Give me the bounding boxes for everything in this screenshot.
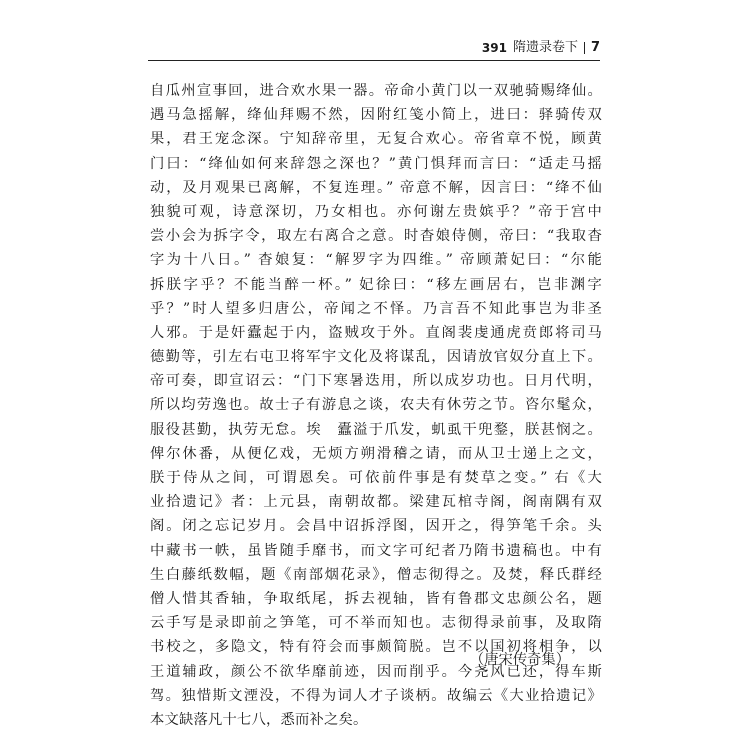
- text-line: 王道辅政，颜公不欲华靡前迹，因而削乎。今尧风已还，得车斯: [150, 663, 602, 680]
- text-line: 阁。闭之忘记岁月。会昌中诏拆浮图，因开之，得笋笔千余。头: [150, 518, 602, 535]
- text-line: 门曰：“绛仙如何来辞怨之深也？”黄门惧拜而言曰：“适走马摇: [150, 155, 602, 172]
- text-line: 动，及月观果已离解，不复连理。” 帝意不解，因言曰：“绛不仙: [150, 179, 602, 196]
- text-line: 云手写是录即前之笋笔，可不举而知也。志彻得录前事，及取隋: [150, 615, 602, 632]
- text-line: 俾尔休番，从便亿戏，无烦方朔滑稽之请，而从卫士递上之文，: [150, 445, 602, 462]
- text-line: 自瓜州宣事回，进合欢水果一器。帝命小黄门以一双驰骑赐绛仙。: [150, 83, 602, 99]
- text-line: 人邪。于是奸蠹起于内，盗贼攻于外。直阁裴虔通虎贲郎将司马: [150, 324, 602, 341]
- header-title: 隋遗录卷下: [512, 40, 578, 55]
- text-line: 服役甚勤，执劳无怠。埃 蠹溢于爪发，虮虱干兜鍪，朕甚悯之。: [150, 421, 602, 438]
- page-number: 7: [590, 40, 600, 55]
- text-line: 本文缺落凡十七八，悉而补之矣。: [150, 711, 368, 728]
- text-line: 驾。独惜斯文湮没，不得为词人才子谈柄。故编云《大业拾遗记》: [150, 687, 602, 704]
- header-text: [482, 38, 600, 58]
- running-header: [148, 38, 600, 61]
- text-line: 所以均劳逸也。故士子有游息之谈，农夫有休劳之节。咨尔髦众，: [150, 397, 602, 414]
- text-line: 尝小会为拆字令，取左右离合之意。时杳娘侍侧，帝曰：“我取杳: [150, 228, 602, 245]
- text-line: 书校之，多隐文，特有符会而事颇简脱。岂不以国初将相争，以: [150, 639, 602, 656]
- text-line: 中藏书一帙，虽皆随手靡书，而文字可纪者乃隋书遗稿也。中有: [150, 542, 602, 559]
- text-line: 朕于侍从之间，可谓恩矣。可依前件事是有焚草之变。” 右《大: [150, 470, 602, 486]
- source-citation: （唐宋传奇集）: [469, 652, 570, 668]
- header-book-number: 391: [481, 41, 507, 55]
- header-separator: [584, 42, 585, 54]
- text-line: 乎？”时人望多归唐公，帝闻之不怿。乃言吾不知此事岂为非圣: [150, 300, 602, 317]
- text-line: 拆朕字乎？不能当醉一杯。” 妃徐曰：“移左画居右，岂非渊字: [150, 276, 602, 293]
- text-line: 帝可奏，即宣诏云：“门下寒暑迭用，所以成岁功也。日月代明，: [150, 373, 602, 390]
- body-text: [150, 79, 602, 732]
- text-line: 果，君王宠念深。宁知辞帝里，无复合欢心。帝省章不悦，顾黄: [150, 131, 602, 148]
- text-line: 德勤等，引左右屯卫将军宇文化及将谋乱，因请放官奴分直上下。: [150, 349, 602, 366]
- text-line: 僧人惜其香轴，争取纸尾，拆去视轴，皆有鲁郡文忠颜公名，题: [150, 590, 602, 607]
- text-line: 独貌可观，诗意深切，乃女相也。亦何谢左贵嫔乎？”帝于宫中: [150, 203, 602, 220]
- text-line: 字为十八日。” 杳娘复：“解罗字为四维。” 帝顾萧妃曰：“尔能: [150, 252, 602, 269]
- text-line: 业拾遗记》者：上元县，南朝故都。梁建瓦棺寺阁，阁南隅有双: [150, 494, 602, 511]
- text-line: 遇马急摇解，绛仙拜赐不然，因附红笺小简上，进曰：驿骑传双: [150, 107, 602, 124]
- text-line: 生白藤纸数幅，题《南部烟花录》，僧志彻得之。及焚，释氏群经: [150, 566, 602, 583]
